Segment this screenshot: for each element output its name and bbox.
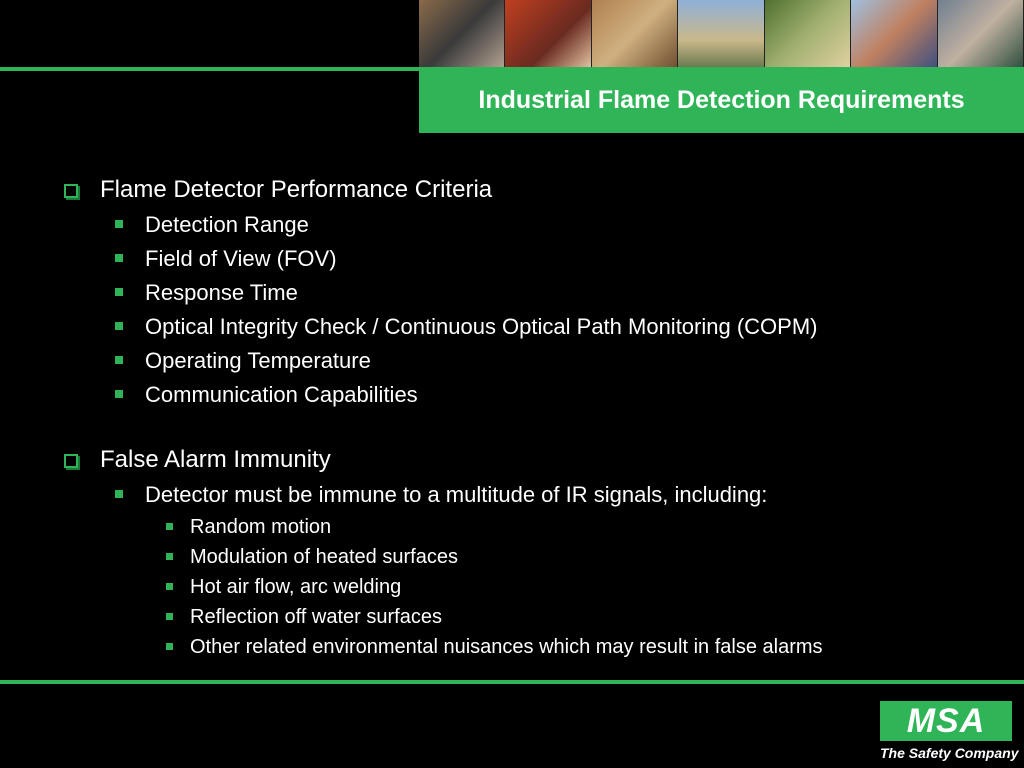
list-item — [60, 208, 1000, 242]
landscape-photo — [678, 0, 764, 67]
footer-divider — [0, 680, 1024, 684]
sub-list-item — [60, 602, 1000, 632]
technician-photo — [592, 0, 678, 67]
list-item — [60, 242, 1000, 276]
square-bullet-icon — [166, 523, 173, 530]
logo-tagline: The Safety Company — [880, 745, 1019, 761]
square-bullet-icon — [115, 220, 123, 228]
list-item-text: Detection Range — [145, 212, 309, 237]
family-photo — [851, 0, 937, 67]
sub-list-item-text: Hot air flow, arc welding — [190, 576, 402, 598]
list-item-text: Communication Capabilities — [145, 382, 418, 407]
title-banner — [419, 67, 1024, 133]
rescue-worker-photo — [505, 0, 591, 67]
slide-title: Industrial Flame Detection Requirements — [478, 85, 965, 114]
square-bullet-icon — [115, 254, 123, 262]
section-heading — [60, 442, 1000, 478]
sub-list-item — [60, 512, 1000, 542]
square-bullet-icon — [166, 553, 173, 560]
header-divider — [0, 67, 419, 71]
engineers-photo — [938, 0, 1024, 67]
slide-content — [60, 172, 1000, 662]
sub-list-item — [60, 632, 1000, 662]
list-item-text: Response Time — [145, 280, 298, 305]
square-bullet-icon — [115, 390, 123, 398]
sub-list-item — [60, 572, 1000, 602]
sub-list-item-text: Other related environmental nuisances which may result in false alarms — [190, 636, 823, 658]
list-item-text: Detector must be immune to a multitude of IR signals, including: — [145, 482, 768, 507]
square-bullet-icon — [166, 643, 173, 650]
section-heading-text: Flame Detector Performance Criteria — [100, 176, 493, 203]
square-bullet-icon — [115, 288, 123, 296]
sub-list-item — [60, 542, 1000, 572]
list-item-text: Field of View (FOV) — [145, 246, 337, 271]
section-heading — [60, 172, 1000, 208]
list-item-text: Optical Integrity Check / Continuous Optical Path Monitoring (COPM) — [145, 314, 818, 339]
msa-logo — [880, 701, 1019, 761]
logo-mark-text: MSA — [906, 701, 986, 740]
hollow-square-bullet-icon — [64, 454, 78, 468]
sub-list-item-text: Reflection off water surfaces — [190, 606, 442, 628]
firefighter-photo — [419, 0, 505, 67]
list-item-text: Operating Temperature — [145, 348, 371, 373]
square-bullet-icon — [166, 583, 173, 590]
square-bullet-icon — [115, 322, 123, 330]
list-item — [60, 276, 1000, 310]
list-item — [60, 378, 1000, 412]
list-item — [60, 310, 1000, 344]
soldier-photo — [765, 0, 851, 67]
header-photo-strip — [419, 0, 1024, 67]
section-heading-text: False Alarm Immunity — [100, 446, 331, 473]
list-item — [60, 478, 1000, 512]
msa-logo-mark — [880, 701, 1012, 741]
list-item — [60, 344, 1000, 378]
square-bullet-icon — [115, 356, 123, 364]
sub-list-item-text: Modulation of heated surfaces — [190, 546, 458, 568]
square-bullet-icon — [115, 490, 123, 498]
hollow-square-bullet-icon — [64, 184, 78, 198]
sub-list-item-text: Random motion — [190, 516, 332, 538]
square-bullet-icon — [166, 613, 173, 620]
